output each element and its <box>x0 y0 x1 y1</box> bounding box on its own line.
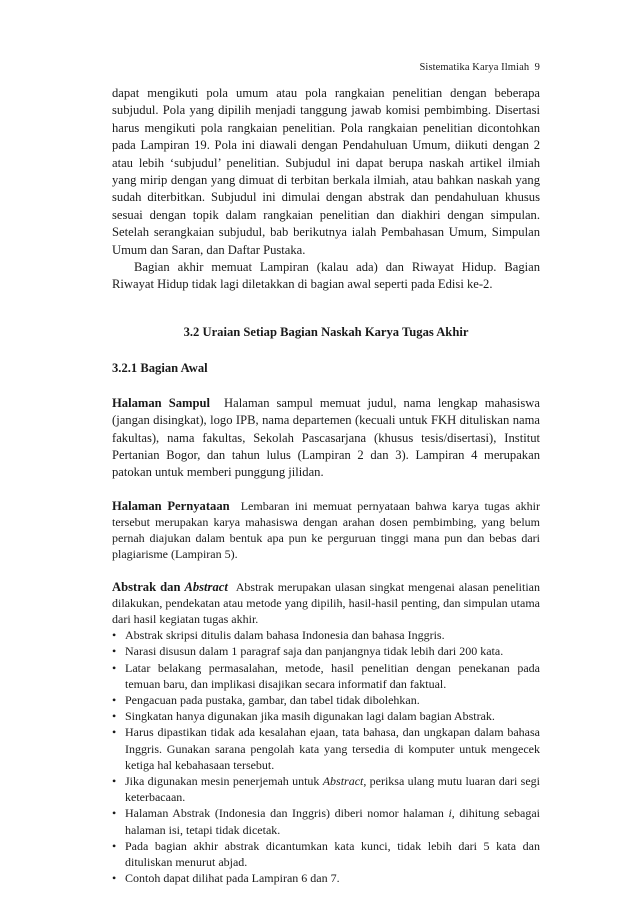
intro-paragraph-2: Bagian akhir memuat Lampiran (kalau ada) dan Riwayat Hidup. Bagian Riwayat Hidup tidak lagi diletakkan di bagian awal seperti pada Edisi ke-2. <box>112 260 540 292</box>
list-item: • Pada bagian akhir abstrak dicantumkan kata kunci, tidak lebih dari 5 kata dan dituliskan menurut abjad. <box>112 838 540 870</box>
list-item: • Singkatan hanya digunakan jika masih digunakan lagi dalam bagian Abstrak. <box>112 708 540 724</box>
list-item: • Pengacuan pada pustaka, gambar, dan tabel tidak dibolehkan. <box>112 692 540 708</box>
halaman-pernyataan-text: Lembaran ini memuat pernyataan bahwa karya tugas akhir tersebut merupakan karya mahasiswa dengan arahan dosen pembimbing, yang belum pernah diajukan dalam bentuk apa pun ke perguruan tinggi mana pun dan bebas dari plagiarisme (Lampiran 5). <box>112 498 540 562</box>
running-title: Sistematika Karya Ilmiah <box>419 62 530 73</box>
page-body <box>112 85 540 886</box>
page-numeral-italic: i <box>448 806 452 821</box>
list-item: • Abstrak skripsi ditulis dalam bahasa Indonesia dan bahasa Inggris. <box>112 627 540 643</box>
halaman-sampul-heading: Halaman Sampul <box>112 395 210 410</box>
halaman-pernyataan-paragraph <box>112 498 540 563</box>
abstract-heading-italic: Abstract <box>184 579 228 594</box>
abstract-italic-term: Abstract <box>322 773 364 788</box>
halaman-sampul-paragraph <box>112 395 540 482</box>
running-header <box>419 62 540 73</box>
list-item: • Latar belakang permasalahan, metode, hasil penelitian dengan penekanan pada temuan baru, dan implikasi disajikan secara informatif dan faktual. <box>112 660 540 692</box>
abstrak-text: Abstrak merupakan ulasan singkat mengenai alasan penelitian dilakukan, pendekatan atau metode yang dipilih, hasil-hasil penting, dan simpulan utama dari hasil kegiatan tugas akhir. <box>112 579 541 626</box>
list-item: • Jika digunakan mesin penerjemah untuk Abstract, periksa ulang mutu luaran dari segi keterbacaan. <box>112 773 540 805</box>
abstrak-paragraph <box>112 579 540 628</box>
halaman-sampul-text: Halaman sampul memuat judul, nama lengkap mahasiswa (jangan disingkat), logo IPB, nama departemen (kecuali untuk FKH dituliskan nama fakultas), nama fakultas, Sekolah Pascasarjana (khusus tesis/disertasi), Institut Pertanian Bogor, dan tahun lulus (Lampiran 2 dan 3). Lampiran 4 merupakan patokan untuk memberi punggung jilidan. <box>112 395 540 480</box>
list-item: • Halaman Abstrak (Indonesia dan Inggris) diberi nomor halaman i, dihitung sebagai halaman isi, tetapi tidak dicetak. <box>112 805 540 837</box>
section-title: 3.2 Uraian Setiap Bagian Naskah Karya Tugas Akhir <box>183 324 469 339</box>
intro-paragraph-1: dapat mengikuti pola umum atau pola rangkaian penelitian dengan beberapa subjudul. Pola yang dipilih menjadi tanggung jawab komisi pembimbing. Disertasi harus mengikuti pola rangkaian penelitian. Pola rangkaian penelitian dicontohkan pada Lampiran 19. Pola ini diawali dengan Pendahuluan Umum, diikuti dengan 2 atau lebih ‘subjudul’ penelitian. Subjudul ini dapat berupa naskah artikel ilmiah yang mirip dengan yang dimuat di terbitan berkala ilmiah, atau bahkan naskah yang sudah diterbitkan. Subjudul ini dimulai dengan abstrak dan pendahuluan khusus sesuai dengan topik dalam rangkaian penelitian dan diakhiri dengan simpulan. Setelah serangkaian subjudul, bab berikutnya ialah Pembahasan Umum, Simpulan Umum dan Saran, dan Daftar Pustaka. <box>112 86 540 257</box>
subsection-title: 3.2.1 Bagian Awal <box>112 361 208 376</box>
list-item: • Contoh dapat dilihat pada Lampiran 6 dan 7. <box>112 870 540 886</box>
halaman-pernyataan-heading: Halaman Pernyataan <box>112 498 230 513</box>
list-item: • Harus dipastikan tidak ada kesalahan ejaan, tata bahasa, dan ungkapan dalam bahasa Inggris. Gunakan sarana pengolah kata yang tersedia di komputer untuk mengecek ketiga hal kebahasaan tersebut. <box>112 724 540 773</box>
abstrak-heading: Abstrak dan <box>112 579 181 594</box>
abstrak-bullet-list <box>112 627 540 886</box>
list-item: • Narasi disusun dalam 1 paragraf saja dan panjangnya tidak lebih dari 200 kata. <box>112 643 540 659</box>
page-number: 9 <box>534 62 540 73</box>
